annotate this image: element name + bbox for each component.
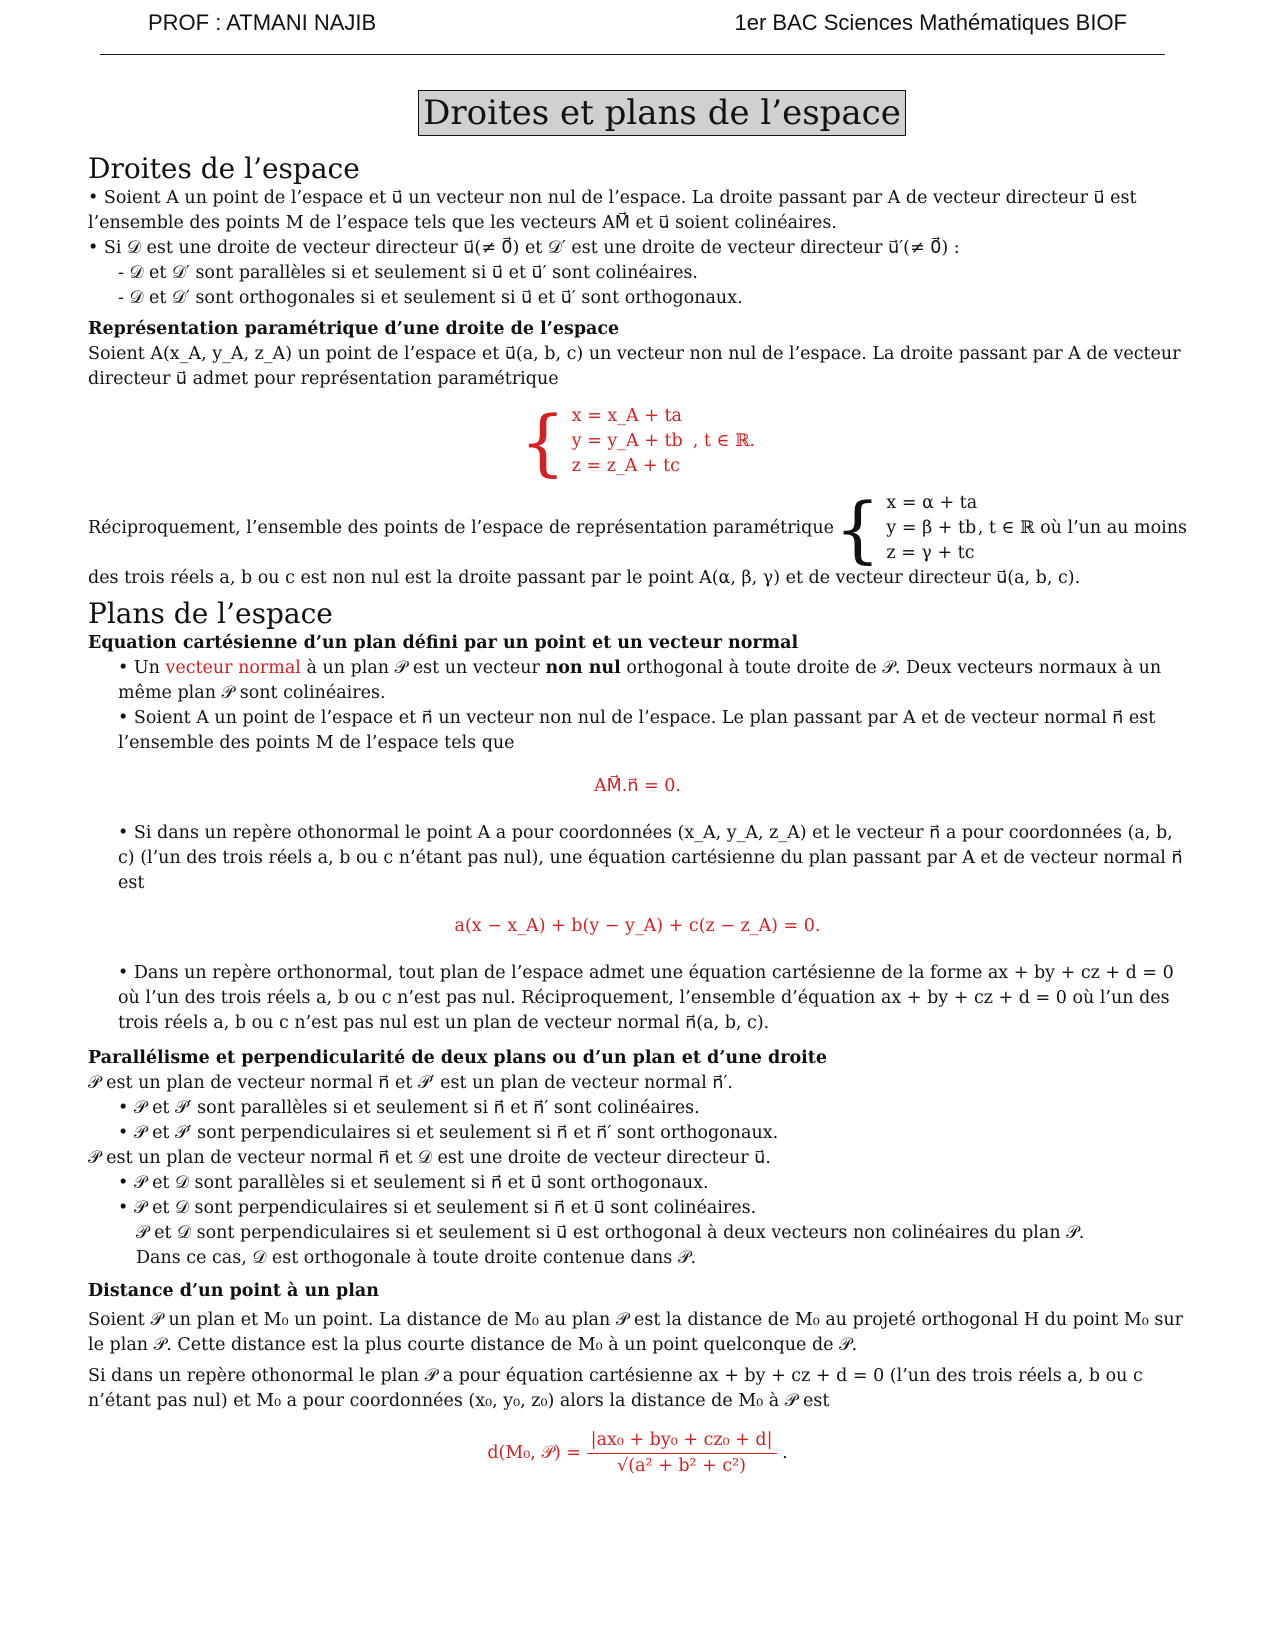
- equation-line: x = α + ta: [886, 493, 978, 513]
- paragraph: 𝒫 et 𝒟 sont perpendiculaires si et seulement si u⃗ est orthogonal à deux vecteurs non colinéaires du plan 𝒫.: [136, 1223, 1085, 1243]
- formula-left: d(M₀, 𝒫) =: [487, 1443, 582, 1463]
- brace-symbol: {: [834, 486, 881, 571]
- equation-suffix: , t ∈ ℝ.: [692, 431, 756, 451]
- equation-line: y = β + tb: [886, 518, 977, 538]
- list-item: • 𝒫 et 𝒫′ sont parallèles si et seulement si n⃗ et n⃗′ sont colinéaires.: [118, 1098, 700, 1118]
- document-body: [88, 146, 1187, 1491]
- header-course: 1er BAC Sciences Mathématiques BIOF: [734, 10, 1127, 35]
- paragraph: • Soient A un point de l’espace et u⃗ un vecteur non nul de l’espace. La droite passant par A de vecteur directeur u⃗ est l’ensemble des points M de l’espace tels que les vecteurs AM⃗ et u⃗ soient colinéaires.: [88, 188, 1137, 233]
- list-item: • 𝒫 et 𝒟 sont parallèles si et seulement si n⃗ et u⃗ sont orthogonaux.: [118, 1173, 709, 1193]
- equation: a(x − x_A) + b(y − y_A) + c(z − z_A) = 0.: [454, 916, 821, 936]
- fraction-denominator: √(a² + b² + c²): [617, 1456, 747, 1476]
- subsection-heading: Equation cartésienne d’un plan défini par un point et un vecteur normal: [88, 633, 799, 653]
- paragraph: • Si 𝒟 est une droite de vecteur directeur u⃗(≠ 0⃗) et 𝒟′ est une droite de vecteur directeur u⃗′(≠ 0⃗) :: [88, 238, 960, 258]
- equation-line: z = z_A + tc: [571, 456, 680, 476]
- paragraph: 𝒫 est un plan de vecteur normal n⃗ et 𝒟 est une droite de vecteur directeur u⃗.: [88, 1148, 771, 1168]
- paragraph: Soient A(x_A, y_A, z_A) un point de l’espace et u⃗(a, b, c) un vecteur non nul de l’espace. La droite passant par A de vecteur directeur u⃗ admet pour représentation paramétrique: [88, 344, 1181, 389]
- paragraph: Si dans un repère othonormal le plan 𝒫 a pour équation cartésienne ax + by + cz + d = 0 (l’un des trois réels a, b ou c n’étant pas nul) et M₀ a pour coordonnées (x₀, y₀, z₀) alors la distance de M₀ à 𝒫 est: [88, 1366, 1143, 1411]
- list-item: • Si dans un repère othonormal le point A a pour coordonnées (x_A, y_A, z_A) et le vecteur n⃗ a pour coordonnées (a, b, c) (l’un des trois réels a, b ou c n’étant pas nul), une équation cartésienne du plan passant par A et de vecteur normal n⃗ est: [118, 823, 1183, 893]
- list-item: • 𝒫 et 𝒫′ sont perpendiculaires si et seulement si n⃗ et n⃗′ sont orthogonaux.: [118, 1123, 779, 1143]
- header-divider: [100, 54, 1165, 55]
- list-item: • Dans un repère orthonormal, tout plan de l’espace admet une équation cartésienne de la forme ax + by + cz + d = 0 où l’un des trois réels a, b ou c n’est pas nul. Réciproquement, l’ensemble d’équation ax + by + cz + d = 0 où l’un des trois réels a, b ou c n’est pas nul est un plan de vecteur normal n⃗(a, b, c).: [118, 963, 1174, 1033]
- equation-line: y = y_A + tb: [571, 431, 683, 451]
- highlight-term: vecteur normal: [165, 658, 301, 678]
- list-item: • 𝒫 et 𝒟 sont perpendiculaires si et seulement si n⃗ et u⃗ sont colinéaires.: [118, 1198, 757, 1218]
- distance-formula: [88, 1428, 1187, 1479]
- reciprocal-row: [88, 486, 1187, 571]
- header-author: PROF : ATMANI NAJIB: [148, 10, 377, 35]
- equation-line: x = x_A + ta: [571, 406, 682, 426]
- paragraph: des trois réels a, b ou c est non nul est la droite passant par le point A(α, β, γ) et de vecteur directeur u⃗(a, b, c).: [88, 568, 1081, 588]
- parametric-system: [88, 399, 1187, 484]
- equation-line: z = γ + tc: [886, 543, 975, 563]
- list-item: • Un vecteur normal à un plan 𝒫 est un vecteur non nul orthogonal à toute droite de 𝒫. Deux vecteurs normaux à un même plan 𝒫 sont colinéaires.: [118, 658, 1162, 703]
- brace-symbol: {: [519, 399, 566, 484]
- fraction-numerator: |ax₀ + by₀ + cz₀ + d|: [587, 1428, 777, 1454]
- subsection-heading: Représentation paramétrique d’une droite de l’espace: [88, 319, 620, 339]
- list-item: • Soient A un point de l’espace et n⃗ un vecteur non nul de l’espace. Le plan passant par A et de vecteur normal n⃗ est l’ensemble des points M de l’espace tels que: [118, 708, 1156, 753]
- page-title: Droites et plans de l’espace: [418, 90, 906, 136]
- paragraph: Dans ce cas, 𝒟 est orthogonale à toute droite contenue dans 𝒫.: [136, 1248, 697, 1268]
- formula-end: .: [782, 1443, 788, 1463]
- paragraph: Soient 𝒫 un plan et M₀ un point. La distance de M₀ au plan 𝒫 est la distance de M₀ au projeté orthogonal H du point M₀ sur le plan 𝒫. Cette distance est la plus courte distance de M₀ à un point quelconque de 𝒫.: [88, 1310, 1183, 1355]
- list-item: - 𝒟 et 𝒟′ sont parallèles si et seulement si u⃗ et u⃗′ sont colinéaires.: [118, 263, 699, 283]
- list-item: - 𝒟 et 𝒟′ sont orthogonales si et seulement si u⃗ et u⃗′ sont orthogonaux.: [118, 288, 743, 308]
- fraction: [587, 1428, 777, 1479]
- subsection-heading: Parallélisme et perpendicularité de deux plans ou d’un plan et d’une droite: [88, 1048, 828, 1068]
- equation: AM⃗.n⃗ = 0.: [594, 776, 681, 796]
- paragraph: 𝒫 est un plan de vecteur normal n⃗ et 𝒫′ est un plan de vecteur normal n⃗′.: [88, 1073, 733, 1093]
- subsection-heading: Distance d’un point à un plan: [88, 1281, 379, 1301]
- section-heading-plans: Plans de l’espace: [88, 597, 333, 630]
- paragraph: Réciproquement, l’ensemble des points de l’espace de représentation paramétrique: [88, 518, 834, 538]
- paragraph: , t ∈ ℝ où l’un au moins: [977, 518, 1187, 538]
- section-heading-droites: Droites de l’espace: [88, 152, 360, 185]
